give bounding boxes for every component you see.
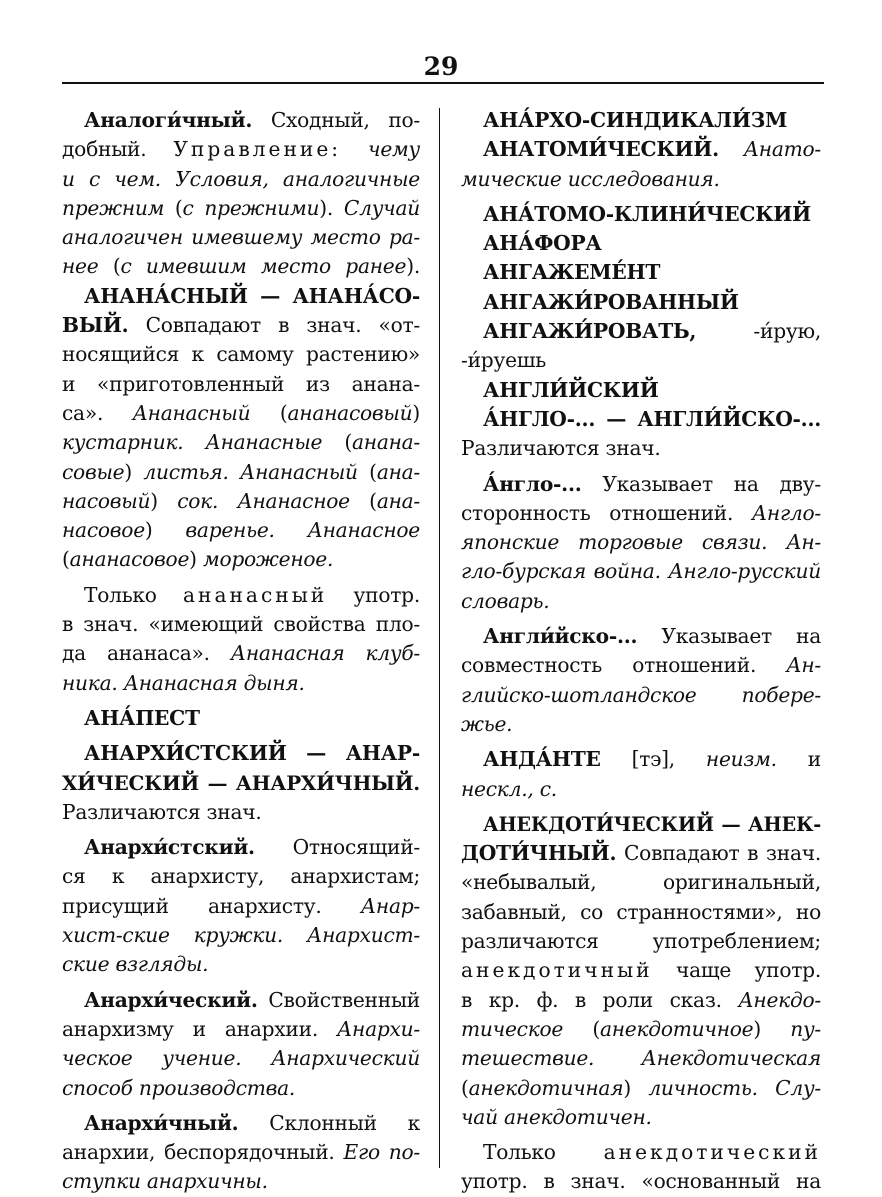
definition-text: ) xyxy=(189,547,203,572)
text-line xyxy=(461,745,821,774)
text-line xyxy=(62,704,420,733)
example-text: ступки анархичны. xyxy=(62,1169,268,1194)
headword: ВЫЙ. xyxy=(62,313,129,338)
definition-text: забавный, со странностями», но xyxy=(461,899,821,924)
example-text: ананасовое xyxy=(69,547,190,572)
definition-text: чаще употр. xyxy=(652,958,821,983)
text-line xyxy=(461,1074,821,1103)
definition-text: ( xyxy=(250,400,288,425)
text-line xyxy=(62,1138,420,1167)
text-line xyxy=(461,1015,821,1044)
definition-text: употр. в знач. «основанный на xyxy=(461,1169,821,1194)
headword: АНАНА́СНЫЙ — АНАНА́СО- xyxy=(84,283,420,308)
example-text: чай анекдотичен. xyxy=(461,1104,652,1129)
text-line xyxy=(461,499,821,528)
definition-text: употр. xyxy=(327,582,420,607)
text-line xyxy=(461,1044,821,1073)
example-text: Анар- xyxy=(360,893,420,918)
text-line xyxy=(62,399,420,428)
definition-text: различаются употреблением; xyxy=(461,929,821,954)
text-line xyxy=(461,986,821,1015)
text-line xyxy=(461,528,821,557)
example-text: хист-ские кружки. Анархист- xyxy=(62,923,420,948)
headword: Англи́йско-... xyxy=(483,624,638,649)
text-line xyxy=(461,405,821,434)
text-line xyxy=(62,581,420,610)
example-text: ника. Ананасная дыня. xyxy=(62,670,305,695)
definition-text: АНА́ФОРА xyxy=(483,231,602,256)
definition-text xyxy=(719,137,744,161)
example-text: словарь. xyxy=(461,588,550,613)
definition-text: ся к анархисту, анархистам; xyxy=(62,864,420,889)
definition-text: Различаются знач. xyxy=(461,436,661,461)
definition-text: АНГАЖИ́РОВАННЫЙ xyxy=(483,289,739,314)
example-text: тешествие. Анекдотическая xyxy=(461,1046,821,1071)
definition-text: анекдотичный xyxy=(461,958,653,983)
headword: АНДА́НТЕ xyxy=(483,747,601,772)
headword: Анархи́стский. xyxy=(84,835,255,860)
text-line xyxy=(461,557,821,586)
column-divider xyxy=(439,108,440,1168)
example-text: жье. xyxy=(461,711,513,736)
definition-text: Склонный к xyxy=(238,1110,420,1135)
definition-text: ( xyxy=(322,430,352,455)
definition-text: добный. xyxy=(62,137,174,162)
example-text: варенье. Ананасное xyxy=(185,518,420,543)
text-line xyxy=(461,651,821,680)
text-line xyxy=(62,370,420,399)
example-text: прежним xyxy=(62,195,165,220)
example-text: кустарник. Ананасные xyxy=(62,430,323,455)
text-line xyxy=(461,775,821,804)
text-line xyxy=(461,1167,821,1196)
text-line xyxy=(62,862,420,891)
text-line xyxy=(461,376,821,405)
example-text: Анато- xyxy=(743,137,821,162)
text-line xyxy=(461,200,821,229)
text-line xyxy=(461,1138,821,1167)
definition-text: совместность отношений. xyxy=(461,653,787,678)
definition-text: ( xyxy=(164,195,183,220)
text-line xyxy=(62,739,420,768)
text-line xyxy=(62,892,420,921)
example-text: анекдотичное xyxy=(599,1016,754,1041)
text-line xyxy=(461,135,821,164)
definition-text: Управление: xyxy=(173,137,342,162)
definition-text: ( xyxy=(563,1016,600,1041)
example-text: способ производства. xyxy=(62,1075,296,1100)
definition-text: «небывалый, оригинальный, xyxy=(461,870,821,895)
definition-text xyxy=(341,137,368,161)
example-text: неизм. xyxy=(705,747,777,772)
example-text: и с чем. Условия, аналогичные xyxy=(62,166,420,191)
text-line xyxy=(62,610,420,639)
definition-text: ( xyxy=(461,1075,469,1100)
definition-text: АНГЛИ́ЙСКИЙ xyxy=(483,377,659,402)
text-line xyxy=(62,798,420,827)
text-line xyxy=(62,282,420,311)
page-number: 29 xyxy=(423,52,459,81)
text-line xyxy=(62,986,420,1015)
example-text: чему xyxy=(368,137,420,162)
text-line xyxy=(62,340,420,369)
example-text: ческое учение. Анархический xyxy=(62,1046,420,1071)
text-line xyxy=(461,681,821,710)
text-line xyxy=(461,839,821,868)
text-line xyxy=(461,288,821,317)
example-text: Ананасный xyxy=(132,400,251,425)
example-text: личность. Слу- xyxy=(648,1075,821,1100)
right-column xyxy=(461,106,821,1197)
text-line xyxy=(62,545,420,574)
definition-text: ) xyxy=(753,1016,791,1041)
text-line xyxy=(461,346,821,375)
example-text: мороженое. xyxy=(202,547,334,572)
definition-text: ) xyxy=(412,400,420,425)
headword: АНЕКДОТИ́ЧЕСКИЙ — АНЕК- xyxy=(483,812,821,836)
text-line xyxy=(62,487,420,516)
definition-text: анекдотический xyxy=(603,1140,821,1165)
text-line xyxy=(461,710,821,739)
text-line xyxy=(62,516,420,545)
text-line xyxy=(62,223,420,252)
definition-text: -и́руешь xyxy=(461,348,547,373)
definition-text: Указывает на xyxy=(637,624,821,649)
text-line xyxy=(461,956,821,985)
example-text: совые xyxy=(62,459,125,484)
text-line xyxy=(62,921,420,950)
example-text: японские торговые связи. Ан- xyxy=(461,530,821,555)
text-line xyxy=(62,1044,420,1073)
headword: Анархи́ческий. xyxy=(84,987,258,1012)
example-text: Англо- xyxy=(751,500,821,525)
definition-text: анархии, беспорядочный. xyxy=(62,1140,344,1165)
text-line xyxy=(461,470,821,499)
definition-text: Только xyxy=(483,1140,604,1165)
definition-text: ). xyxy=(319,195,344,220)
text-line xyxy=(461,898,821,927)
example-text: с прежними xyxy=(182,195,320,220)
example-text: Случай xyxy=(343,195,420,220)
text-line xyxy=(461,927,821,956)
definition-text: в знач. «имеющий свойства пло- xyxy=(62,612,420,637)
example-text: Ан- xyxy=(786,653,821,678)
definition-text: АНА́ТОМО-КЛИНИ́ЧЕСКИЙ xyxy=(483,201,811,226)
text-line xyxy=(461,229,821,258)
example-text: с имевшим место ранее xyxy=(120,254,407,279)
example-text: Анархи- xyxy=(336,1016,420,1041)
definition-text: и «приготовленный из анана- xyxy=(62,371,420,396)
headword: ХИ́ЧЕСКИЙ — АНАРХИ́ЧНЫЙ. xyxy=(62,770,420,795)
text-line xyxy=(461,810,821,839)
text-line xyxy=(461,165,821,194)
definition-text: Только xyxy=(84,582,183,607)
text-line xyxy=(62,252,420,281)
headword: ДОТИ́ЧНЫЙ. xyxy=(461,841,617,866)
example-text: Его по- xyxy=(343,1140,420,1165)
headword: АНАТОМИ́ЧЕСКИЙ. xyxy=(483,137,719,162)
definition-text: Свойственный xyxy=(257,987,420,1012)
headword: А́НГЛО-... — АНГЛИ́ЙСКО-... xyxy=(483,406,821,431)
text-line xyxy=(62,1167,420,1196)
definition-text: Относящий- xyxy=(254,835,420,860)
definition-text: анархизму и анархии. xyxy=(62,1016,337,1041)
definition-text: сторонность отношений. xyxy=(461,500,752,525)
example-text: Ананасная клуб- xyxy=(230,641,420,666)
definition-text: носящийся к самому растению» xyxy=(62,342,420,367)
definition-text: в кр. ф. в роли сказ. xyxy=(461,987,739,1012)
headword: АНАРХИ́СТСКИЙ — АНАР- xyxy=(84,741,420,766)
text-line xyxy=(461,587,821,616)
header-rule xyxy=(62,82,824,84)
text-line xyxy=(62,1109,420,1138)
text-line xyxy=(62,1015,420,1044)
definition-text: Сходный, по- xyxy=(252,108,420,132)
text-line xyxy=(62,106,420,135)
example-text: Анекдо- xyxy=(738,987,821,1012)
example-text: гло-бурская война. Англо-русский xyxy=(461,559,821,584)
example-text: ана- xyxy=(376,488,421,513)
text-line xyxy=(62,769,420,798)
example-text: тическое xyxy=(461,1016,564,1041)
headword: А́нгло-... xyxy=(483,471,582,496)
definition-text: [тэ], xyxy=(600,747,706,772)
example-text: мические исследования. xyxy=(461,166,720,191)
definition-text: Различаются знач. xyxy=(62,799,262,824)
text-line xyxy=(62,194,420,223)
headword: Анархи́чный. xyxy=(84,1110,239,1135)
definition-text: присущий анархисту. xyxy=(62,893,361,918)
text-line xyxy=(62,833,420,862)
left-column xyxy=(62,106,420,1197)
text-line xyxy=(461,317,821,346)
example-text: листья. Ананасный xyxy=(143,459,358,484)
example-text: насовый xyxy=(62,488,151,513)
example-text: ские взгляды. xyxy=(62,952,209,977)
example-text: пу- xyxy=(790,1016,821,1041)
definition-text: ) xyxy=(623,1075,649,1100)
example-text: насовое xyxy=(62,518,145,543)
example-text: анана- xyxy=(351,430,421,455)
text-line xyxy=(62,950,420,979)
text-line xyxy=(62,458,420,487)
definition-text: ). xyxy=(406,254,421,279)
text-line xyxy=(461,258,821,287)
text-line xyxy=(62,639,420,668)
definition-text: ) xyxy=(124,459,144,484)
definition-text: ананасный xyxy=(182,582,328,607)
definition-text: Совпадают в знач. «от- xyxy=(128,313,420,338)
text-line xyxy=(461,434,821,463)
headword: Аналоги́чный. xyxy=(84,108,253,132)
example-text: аналогичен имевшему место ра- xyxy=(62,225,420,250)
example-text: ана- xyxy=(376,459,421,484)
definition-text: да ананаса». xyxy=(62,641,231,666)
definition-text: ) xyxy=(150,488,178,513)
definition-text: ( xyxy=(357,459,377,484)
example-text: нескл., с. xyxy=(461,776,557,801)
definition-text: АНГАЖЕМЕ́НТ xyxy=(483,260,661,285)
definition-text: АНА́РХО-СИНДИКАЛИ́ЗМ xyxy=(483,108,788,132)
text-line xyxy=(461,622,821,651)
text-line xyxy=(62,1074,420,1103)
definition-text: ) xyxy=(144,518,186,543)
definition-text: АНА́ПЕСТ xyxy=(84,705,200,730)
example-text: сок. Ананасное xyxy=(177,488,350,513)
text-line xyxy=(62,165,420,194)
example-text: глийско-шотландское побере- xyxy=(461,682,821,707)
definition-text: са». xyxy=(62,400,133,425)
definition-text: ( xyxy=(349,488,377,513)
text-line xyxy=(461,868,821,897)
example-text: нее xyxy=(62,254,99,279)
definition-text: Совпадают в знач. xyxy=(616,841,821,866)
definition-text: и xyxy=(776,747,821,772)
headword: АНГАЖИ́РОВАТЬ, xyxy=(483,319,697,344)
text-line xyxy=(461,106,821,135)
definition-text: Указывает на дву- xyxy=(581,471,821,496)
text-line xyxy=(62,311,420,340)
text-line xyxy=(62,428,420,457)
definition-text: ( xyxy=(98,254,121,279)
example-text: анекдотичная xyxy=(468,1075,624,1100)
text-line xyxy=(62,135,420,164)
example-text: ананасовый xyxy=(287,400,413,425)
definition-text: -и́рую, xyxy=(696,319,821,344)
text-line xyxy=(62,669,420,698)
definition-text: ( xyxy=(62,547,70,572)
text-line xyxy=(461,1103,821,1132)
